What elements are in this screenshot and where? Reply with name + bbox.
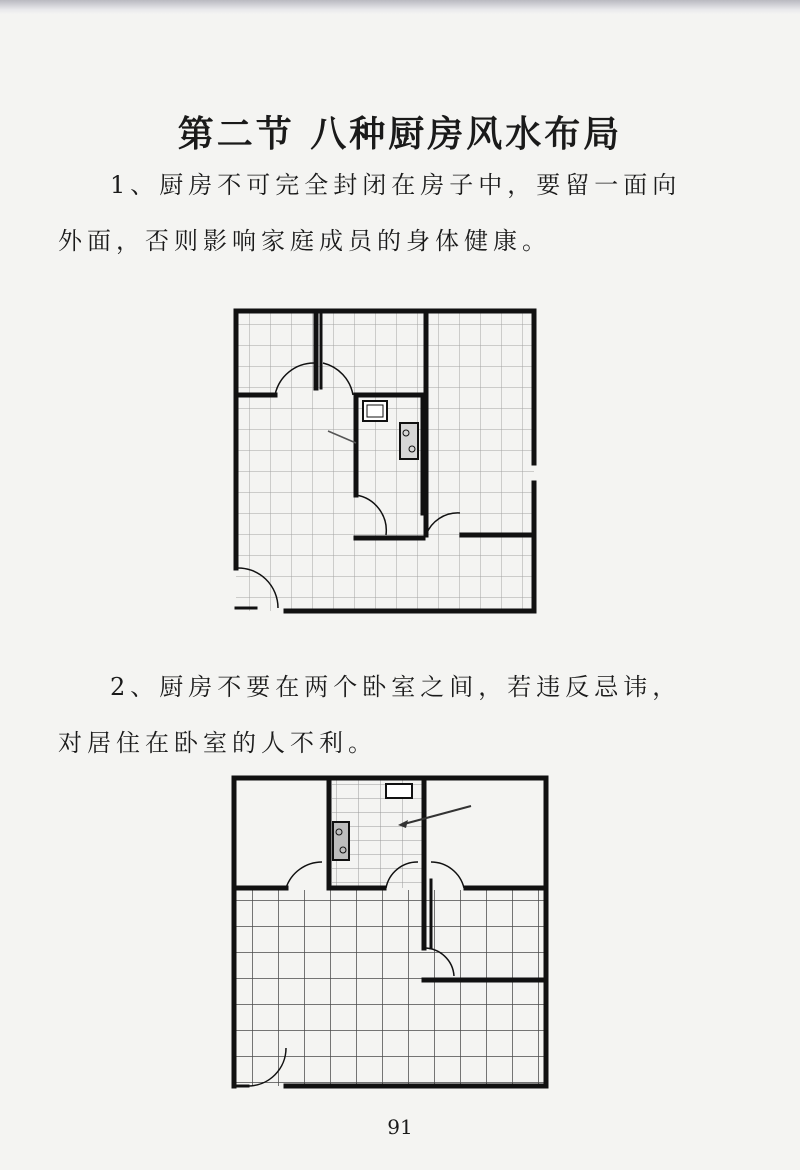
paragraph-2: 2、厨房不要在两个卧室之间，若违反忌讳，对居住在卧室的人不利。	[58, 673, 682, 757]
page-number: 91	[387, 1115, 413, 1139]
floor-plan-enclosed-kitchen	[228, 303, 543, 621]
paragraph-1: 1、厨房不可完全封闭在房子中，要留一面向外面，否则影响家庭成员的身体健康。	[58, 171, 682, 255]
floor-tiles	[236, 890, 548, 1086]
page-top-shadow	[0, 0, 800, 14]
floor-plan-kitchen-between-bedrooms	[226, 770, 552, 1092]
section-title: 第二节 八种厨房风水布局	[177, 114, 623, 156]
floor-tiles	[236, 311, 534, 611]
